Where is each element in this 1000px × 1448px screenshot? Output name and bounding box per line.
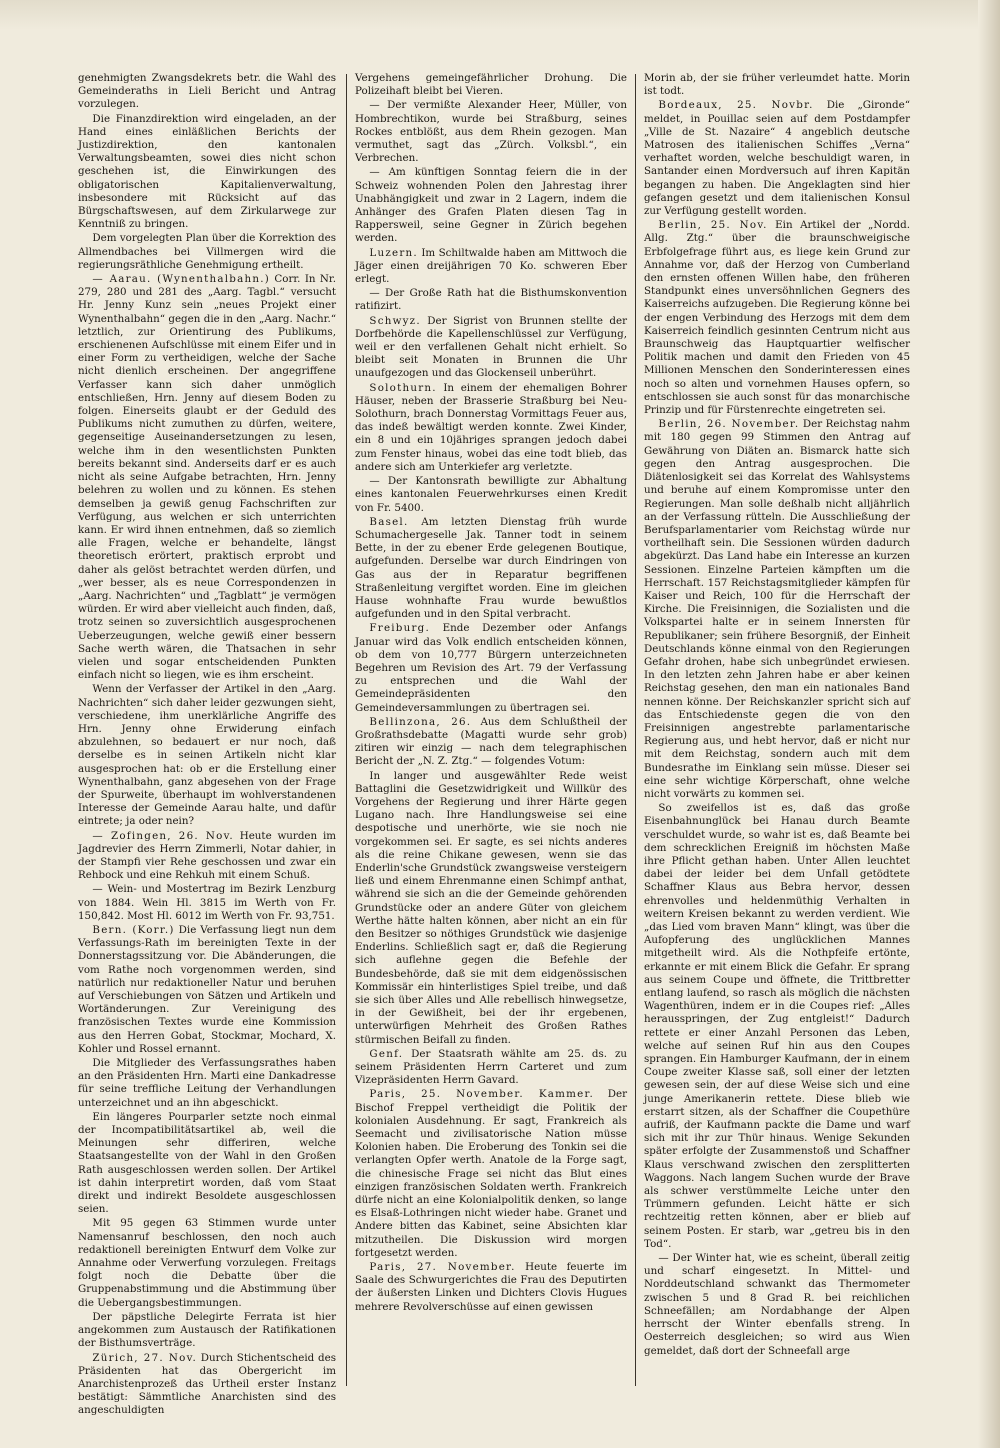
article-paragraph [78, 1352, 336, 1418]
article-paragraph [78, 1057, 336, 1110]
article-paragraph [355, 770, 627, 1047]
article-text: Der Bischof Freppel vertheidigt die Politik der kolonialen Ausdehnung. Er sagt, Frankreich als Seemacht und zivilisatorische Nation müsse Kolonien haben. Die Eroberung des Tonkin sei die verlangten Opfer werth. Anatole de la Forge sagt, die chinesische Frage sei nicht das Blut eines einzigen französischen Soldaten werth. Frankreich dürfe nicht an eine Kolonialpolitik denken, so lange es Elsaß-Lothringen nicht wieder habe. Granet und Andere bitten das Kabinet, seine Absichten klar mitzutheilen. Die Diskussion wird morgen fortgesetzt werden. [355, 1088, 627, 1259]
article-text: Der Staatsrath wählte am 25. ds. zu seinem Präsidenten Herrn Carteret und zum Vizepräsidenten Herrn Gavard. [355, 1047, 627, 1087]
article-paragraph [78, 1311, 336, 1351]
article-dateline: Luzern. [369, 246, 418, 259]
article-text: Der päpstliche Delegirte Ferrata ist hier angekommen zum Austausch der Ratifikationen der Bisthumsverträge. [78, 1310, 336, 1350]
article-text: Aus dem Schlußtheil der Großrathsdebatte (Magatti wurde sehr grob) zitiren wir einzig — nach dem telegraphischen Bericht der „N. Z. Ztg.“ — folgendes Votum: [355, 715, 627, 768]
article-dateline: Bern. (Korr.) [92, 924, 175, 936]
article-dateline: Bordeaux, 25. Novbr. [658, 99, 814, 112]
article-dateline: — Zofingen, 26. Nov. [92, 829, 234, 842]
article-paragraph [355, 1261, 627, 1314]
article-text: Die Mitglieder des Verfassungsrathes haben an den Präsidenten Hrn. Marti eine Dankadresse für seine treffliche Leitung der Verhandlungen unterzeichnet und an ihn abgeschickt. [78, 1057, 336, 1109]
article-paragraph [644, 219, 910, 417]
article-paragraph [644, 418, 910, 801]
article-text: — Wein- und Mostertrag im Bezirk Lenzburg von 1884. Wein Hl. 3815 im Werth von Fr. 150,842. Most Hl. 6012 im Werth von Fr. 93,751. [78, 883, 336, 922]
article-text: Der Sigrist von Brunnen stellte der Dorfbehörde die Kapellenschlüssel zur Verfügung, weil er den verfallenen Gehalt nicht erhielt. So bleibt seit Monaten in Brunnen die Uhr unaufgezogen und das Glockenseil unberührt. [355, 314, 627, 380]
article-text: Am letzten Dienstag früh wurde Schumachergeselle Jak. Tanner todt in seinem Bette, in der zu ebener Erde gelegenen Boutique, aufgefunden. Derselbe war durch Eindringen von Gas aus der in Reparatur begriffenen Straßenleitung vergiftet worden. Eine im gleichen Hause wohnhafte Frau wurde bewußtlos aufgefunden und in den Spital verbracht. [355, 515, 627, 621]
article-text: Ende Dezember oder Anfangs Januar wird das Volk endlich entscheiden können, ob dem von 10,777 Bürgern unterzeichneten Begehren um Revision des Art. 79 der Verfassung zu entsprechen und die Wahl der Gemeindepräsidenten den Gemeindeversammlungen zu übertragen sei. [355, 622, 627, 714]
article-paragraph [355, 622, 627, 714]
column-rule-left [346, 74, 347, 1386]
article-text: — Am künftigen Sonntag feiern die in der Schweiz wohnenden Polen den Jahrestag ihrer Unabhängigkeit und zwar in 2 Lagern, indem die Anhänger des Grafen Platen diesen Tag in Rappersweil, seine Gegner in Zürich begehen werden. [355, 166, 627, 245]
article-text: Ein Artikel der „Nordd. Allg. Ztg.“ über die braunschweigische Erbfolgefrage führt aus, es liege kein Grund zur Annahme vor, daß der Herzog von Cumberland den ernsten offenen Willen habe, den früheren Standpunkt eines unversöhnlichen Gegners des Kaiserreichs aufzugeben. Die Regierung könne bei der engen Verbindung des Herzogs mit dem dem Kaiserreich feindlich gesinnten Centrum nicht aus Braunschweig das Hauptquartier welfischer Politik machen und damit den Frieden von 45 Millionen Menschen den Sonderinteressen eines noch so alten und vornehmen Hauses opfern, so entschlossen sie auch sonst für das monarchische Prinzip und für Fürstenrechte eingetreten sei. [644, 219, 910, 417]
article-paragraph [355, 99, 627, 165]
article-dateline: — Aarau. (Wynenthalbahn.) [92, 273, 270, 286]
article-paragraph [78, 830, 336, 883]
article-text: Wenn der Verfasser der Artikel in den „Aarg. Nachrichten“ sich daher leider gezwungen sieht, verschiedene, ihm unerklärliche Angriffe des Hrn. Jenny ohne Erwiderung einfach abzulehnen, so bedauert er nur noch, daß derselbe es in seinen Artikeln nicht klar ausgesprochen hat: ob er die Erstellung einer Wynenthalbahn, ganz abgesehen von der Frage der Spurweite, überhaupt im wohlverstandenen Interesse der Gemeinde Aarau halte, und dafür eintrete; ja oder nein? [78, 683, 336, 828]
article-dateline: Genf. [369, 1047, 404, 1060]
article-text: — Der vermißte Alexander Heer, Müller, von Hombrechtikon, wurde bei Straßburg, seines Rockes entblößt, aus dem Rhein gezogen. Man vermuthet, sagt das „Zürch. Volksbl.“, ein Verbrechen. [355, 99, 627, 165]
article-text: Ein längeres Pourparler setzte noch einmal der Incompatibilitätsartikel ab, weil die Meinungen sehr differiren, welche Staatsangestellte von der Wahl in den Großen Rath ausgeschlossen werden sollen. Der Artikel ist dahin interpretirt worden, daß vom Staat direkt und indirekt Besoldete ausgeschlossen seien. [78, 1110, 336, 1216]
article-paragraph [644, 72, 910, 98]
article-paragraph [355, 516, 627, 622]
article-paragraph [355, 1088, 627, 1260]
article-text: Durch Stichentscheid des Präsidenten hat das Obergericht im Anarchistenprozeß das Urtheil erster Instanz bestätigt: Sämmtliche Anarchisten sind des angeschuldigten [78, 1351, 336, 1417]
article-dateline: Solothurn. [369, 381, 437, 394]
article-dateline: Paris, 25. November. Kammer. [369, 1088, 595, 1101]
article-text: Vergehens gemeingefährlicher Drohung. Die Polizeihaft bleibt bei Vieren. [355, 72, 627, 98]
article-text: So zweifellos ist es, daß das große Eisenbahnunglück bei Hanau durch Beamte verschuldet wurde, so wahr ist es, daß Beamte bei dem schrecklichen Ereigniß im höchsten Maße ihre Pflicht gethan haben. Unter Allen leuchtet dabei der leider bei dem Unfall getödtete Schaffner Klaus aus Bebra hervor, dessen ehrenvolles und heldenmüthig Verhalten in weitern Kreisen bekannt zu werden verdient. Wie „das Lied vom braven Mann“ klingt, was über die Aufopferung des unglücklichen Mannes mitgetheilt wird. Als die Nothpfeife ertönte, erkannte er mit einem Blick die Gefahr. Er sprang aus seinem Coupe und öffnete, die Trittbretter entlang laufend, so rasch als möglich die nächsten Wagenthüren, indem er in die Coupes rief: „Alles herausspringen, der Zug entgleist!“ Dadurch rettete er einer Anzahl Personen das Leben, welche auf seinen Ruf hin aus den Coupes sprangen. Ein Hamburger Kaufmann, der in einem Coupe zweiter Klasse saß, soll einer der letzten gewesen sein, der auf diese Weise sich und eine junge Amerikanerin rettete. Diese blieb wie erstarrt sitzen, als der Schaffner die Coupethüre aufriß, der Kaufmann packte die Dame und warf sich mit ihr zur Thür hinaus. Wenige Sekunden später erfolgte der Zusammenstoß und Schaffner Klaus verschwand zwischen den zersplitterten Waggons. Nach langem Suchen wurde der Brave als schwer verstümmelte Leiche unter den Trümmern gefunden. Leicht hätte er sich rechtzeitig retten können, aber er blieb auf seinem Posten. Er starb, war „getreu bis in den Tod“. [644, 802, 910, 1250]
article-text: Mit 95 gegen 63 Stimmen wurde unter Namensanruf beschlossen, den noch auch redaktionell bereinigten Entwurf dem Volke zur Annahme oder Verwerfung vorzulegen. Freitags folgt noch die Debatte über die Gruppenabstimmung und die Abstimmung über die Uebergangsbestimmungen. [78, 1217, 336, 1309]
column-middle [355, 72, 627, 1390]
article-text: In langer und ausgewählter Rede weist Battaglini die Gesetzwidrigkeit und Willkür des Vorgehens der Regierung und ihrer Härte gegen Lugano nach. Ihre Handlungsweise sei eine despotische und unerhörte, wie sie noch nie vorgekommen sei. Er sagte, es sei nichts anderes als die reine Chikane gewesen, wenn sie das Enderlin'sche Grundstück zwangsweise versteigern ließ und einem Ehrenmanne einen Schimpf anthat, während sie sich an die der Gemeinde gehörenden Grundstücke oder an andere Güter von gleichem Werthe hätte halten können, aber nicht an ein für den Besitzer so nöthiges Grundstück wie dasjenige Enderlins. Schließlich sagt er, daß die Regierung sich auflehne gegen die Befehle der Bundesbehörde, daß sie mit dem eidgenössischen Kommissär ein hinterlistiges Spiel treibe, und daß sie sich über Alles und Alle rebellisch hinwegsetze, in der Gewißheit, bei der ihr ergebenen, unterwürfigen Mehrheit des Großen Rathes stürmischen Beifall zu finden. [355, 769, 627, 1046]
article-paragraph [355, 475, 627, 515]
article-paragraph [355, 716, 627, 769]
article-paragraph [355, 72, 627, 98]
article-text: Dem vorgelegten Plan über die Korrektion des Allmendbaches bei Villmergen wird die regierungsräthliche Genehmigung ertheilt. [78, 232, 336, 271]
article-text: In einem der ehemaligen Bohrer Häuser, neben der Brasserie Straßburg bei Neu-Solothurn, brach Donnerstag Vormittags Feuer aus, das indeß bewältigt werden konnte. Zwei Kinder, ein 8 und ein 10jähriges sprangen jedoch dabei zum Fenster hinaus, wobei das eine todt blieb, das andere sich am Unterkiefer arg verletzte. [355, 381, 627, 473]
article-paragraph [644, 802, 910, 1251]
article-text: Der Reichstag nahm mit 180 gegen 99 Stimmen den Antrag auf Gewährung von Diäten an. Bismarck hatte sich gegen den Antrag ausgesprochen. Die Diätenlosigkeit sei das Korrelat des Wahlsystems und beruhe auf einem Kompromisse unter den Regierungen. Man solle deßhalb nicht alljährlich an der Verfassung rütteln. Die Ausschließung der Berufsparlamentarier vom Reichstag würde nur vortheilhaft sein. Die Sessionen würden dadurch abgekürzt. Das Land habe ein Interesse an kurzen Sessionen. Einzelne Parteien kämpften um die Herrschaft. 157 Reichstagsmitglieder kämpfen für Kaiser und Reich, 100 für die Herrschaft der Kirche. Die Freisinnigen, die Sozialisten und die Volkspartei halte er in seinem Innersten für Republikaner; sein frühere Besorgniß, der Einheit Deutschlands könne einmal von den Regierungen Gefahr drohen, habe sich unbegründet erwiesen. In den letzten zehn Jahren habe er aber keinen Reichstag gesehen, den man ein nationales Band nennen könne. Der Reichskanzler spricht sich auf das Entschiedenste gegen die von den Freisinnigen angestrebte parlamentarische Regierung aus, und hebt hervor, daß er nicht nur mit dem Reichstag, sondern auch mit dem Bundesrathe im Einklang sein müsse. Dieser sei eine sehr wichtige Körperschaft, ohne welche nicht vorwärts zu kommen sei. [644, 418, 910, 800]
page-edge-shading [978, 0, 1000, 1448]
article-paragraph [78, 1217, 336, 1309]
article-paragraph [355, 1048, 627, 1088]
article-text: — Der Kantonsrath bewilligte zur Abhaltung eines kantonalen Feuerwehrkurses einen Kredit von Fr. 5400. [355, 475, 627, 514]
column-rule-right [635, 74, 636, 1386]
article-text: — Der Winter hat, wie es scheint, überall zeitig und scharf eingesetzt. In Mittel- und Norddeutschland schwankt das Thermometer zwischen 5 und 8 Grad R. bei reichlichen Schneefällen; am Nordabhange der Alpen herrscht der Winter ebenfalls streng. In Oesterreich desgleichen; so wird aus Wien gemeldet, daß dort der Schneefall arge [644, 1252, 910, 1357]
article-dateline: Schwyz. [369, 314, 421, 327]
article-paragraph [355, 166, 627, 245]
article-text: Die Verfassung liegt nun dem Verfassungs-Rath im bereinigten Texte in der Donnerstagssitzung vor. Die Abänderungen, die vom Rathe noch vorgenommen werden, sind natürlich nur redaktioneller Natur und beruhen auf Verschiebungen von Sätzen und Artikeln und Wortänderungen. Zur Vereinigung des französischen Textes wurde eine Kommission aus den Herren Gobat, Stockmar, Mochard, X. Kohler und Rossel ernannt. [78, 924, 337, 1055]
article-paragraph [644, 99, 910, 218]
article-text: Im Schiltwalde haben am Mittwoch die Jäger einen dreijährigen 70 Ko. schweren Eber erlegt. [355, 246, 627, 286]
article-text: — Der Große Rath hat die Bisthumskonvention ratifizirt. [355, 287, 627, 313]
column-right [644, 72, 910, 1390]
article-dateline: Zürich, 27. Nov. [92, 1351, 197, 1364]
article-paragraph [78, 683, 336, 828]
article-paragraph [78, 924, 336, 1056]
article-paragraph [355, 382, 627, 474]
article-text: Heute wurden im Jagdrevier des Herrn Zimmerli, Notar dahier, in der Stampfi vier Rehe geschossen und zwar ein Rehbock und eine Rehkuh mit einem Schuß. [78, 829, 336, 882]
article-text: genehmigten Zwangsdekrets betr. die Wahl des Gemeinderaths in Lieli Bericht und Antrag vorzulegen. [78, 72, 336, 111]
article-dateline: Basel. [369, 515, 409, 528]
article-paragraph [644, 1252, 910, 1358]
article-paragraph [78, 1111, 336, 1217]
article-paragraph [78, 273, 336, 682]
article-dateline: Berlin, 26. November. [658, 418, 800, 431]
article-text: Morin ab, der sie früher verleumdet hatte. Morin ist todt. [644, 72, 910, 98]
article-text: Corr. In Nr. 279, 280 und 281 des „Aarg. Tagbl.“ versucht Hr. Jenny Kunz sein „neues Projekt einer Wynenthalbahn“ gegen die in den „Aarg. Nachr.“ letztlich, zur Orientirung des Publikums, erschienenen Aufschlüsse mit einem Eifer und in einer Form zu vertheidigen, welche der Sache nicht dienlich erscheinen. Der angegriffene Verfasser kann sich daher unmöglich entschließen, Hrn. Jenny auf diesem Boden zu folgen. Einerseits glaubt er der Geduld des Publikums nicht zumuthen zu dürfen, weitere, gegenseitige Auseinandersetzungen zu lesen, welche ihm in den wesentlichsten Punkten bereits bekannt sind. Anderseits darf er es auch nicht als seine Aufgabe betrachten, Hrn. Jenny belehren zu wollen und zu können. Es stehen demselben ja gewiß genug Fachschriften zur Verfügung, aus welchen er sich unterrichten kann. Er wird ihnen entnehmen, daß so ziemlich alle Fragen, welche er behandelte, längst theoretisch erörtert, praktisch erprobt und daher als gelöst betrachtet werden dürfen, und „wer besser, als es neue Correspondenzen in „Aarg. Nachrichten“ und „Tagblatt“ je vermögen würden. Er wird aber vielleicht auch finden, daß, trotz seinen so zuversichtlich ausgesprochenen Ueberzeugungen, welche gewiß einer bessern Sache werth wären, die Thatsachen in sehr vielen und sogar entscheidenden Punkten einfach nicht so liegen, wie es ihm erscheint. [78, 273, 336, 682]
article-paragraph [355, 287, 627, 313]
article-dateline: Berlin, 25. Nov. [658, 219, 768, 232]
article-paragraph [355, 247, 627, 287]
column-left [78, 72, 337, 1417]
article-paragraph [78, 72, 336, 112]
article-dateline: Paris, 27. November. [369, 1261, 516, 1274]
article-paragraph [355, 315, 627, 381]
article-paragraph [78, 232, 336, 272]
article-text: Die „Gironde“ meldet, in Pouillac seien auf dem Postdampfer „Ville de St. Nazaire“ 4 angeblich deutsche Matrosen des italienischen Schiffes „Verna“ verhaftet worden, welche beschuldigt waren, in Santander einen Mordversuch auf ihren Kapitän begangen zu haben. Die Angeklagten sind hier gefangen gesetzt und dem italienischen Konsul zur Verfügung gestellt worden. [644, 99, 911, 218]
article-paragraph [78, 883, 336, 923]
article-paragraph [78, 113, 336, 232]
article-text: Heute feuerte im Saale des Schwurgerichtes die Frau des Deputirten der äußersten Linken und Dichters Clovis Hugues mehrere Revolverschüsse auf einen gewissen [355, 1261, 627, 1313]
article-dateline: Freiburg. [369, 622, 430, 635]
page-top-shading [0, 0, 1000, 30]
article-dateline: Bellinzona, 26. [369, 715, 472, 728]
article-text: Die Finanzdirektion wird eingeladen, an der Hand eines einläßlichen Berichts der Justizdirektion, den kantonalen Verwaltungsbeamten, sowei dies nicht schon geschehen ist, die Einwirkungen des obligatorischen Kapitalienverwaltung, insbesondere mit Rücksicht auf das Bürgschaftswesen, auf dem Zirkularwege zur Kenntniß zu bringen. [78, 112, 336, 231]
